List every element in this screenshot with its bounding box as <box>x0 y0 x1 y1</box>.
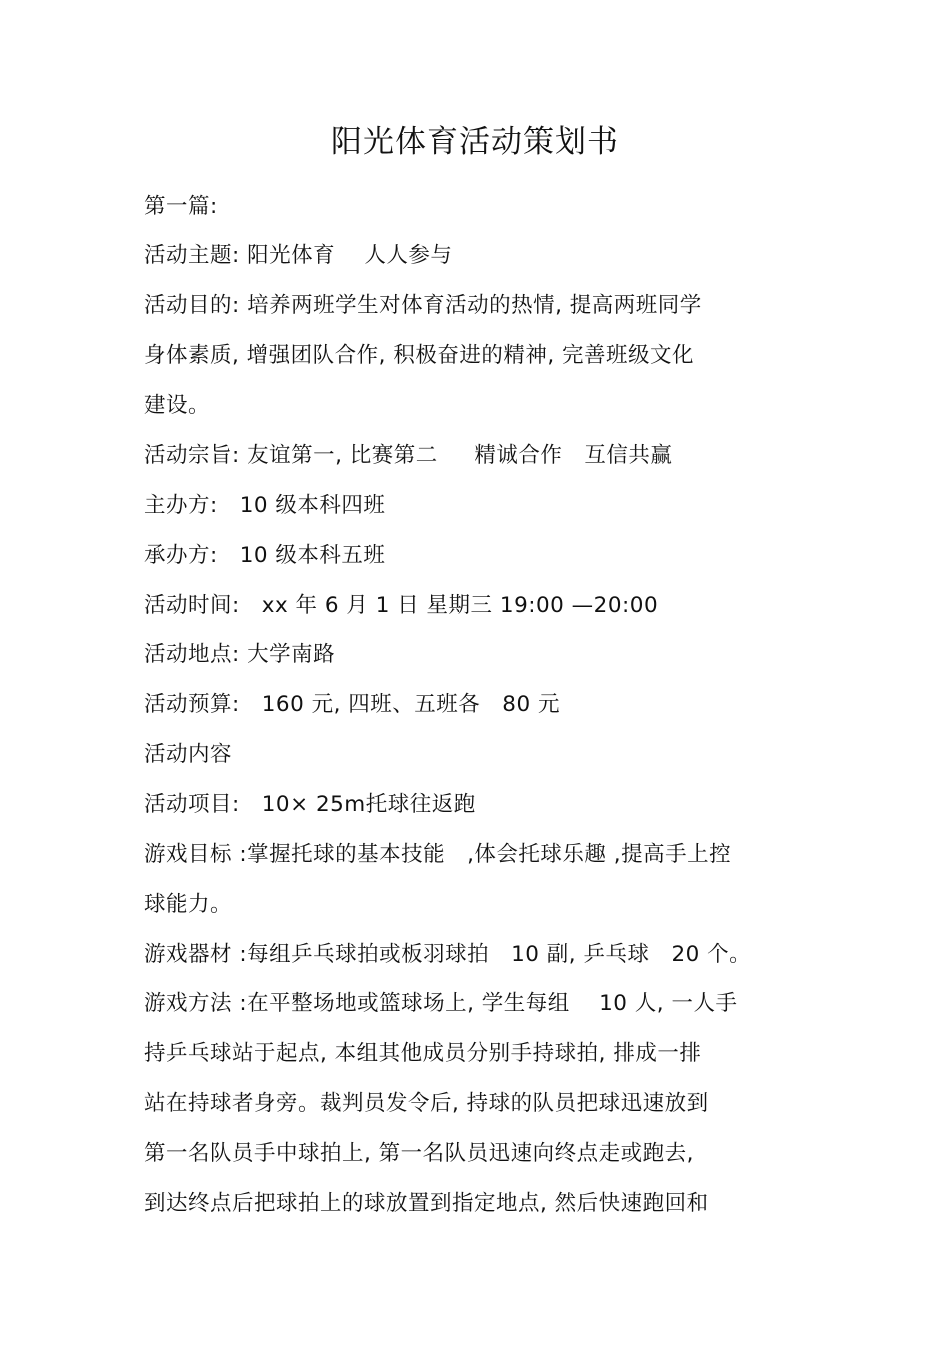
text-line: 活动时间: xx 年 6 月 1 日 星期三 19:00 —20:00 <box>144 593 659 618</box>
text-line: 球能力。 <box>144 892 233 917</box>
text-line: 第一篇: <box>144 194 218 219</box>
text-line: 到达终点后把球拍上的球放置到指定地点, 然后快速跑回和 <box>144 1191 709 1216</box>
text-line: 活动项目: 10× 25m托球往返跑 <box>144 792 476 817</box>
text-line: 承办方: 10 级本科五班 <box>144 543 386 568</box>
text-line: 站在持球者身旁。裁判员发令后, 持球的队员把球迅速放到 <box>144 1091 709 1116</box>
text-line: 持乒乓球站于起点, 本组其他成员分别手持球拍, 排成一排 <box>144 1041 702 1066</box>
text-line: 活动目的: 培养两班学生对体育活动的热情, 提高两班同学 <box>144 293 702 318</box>
text-line: 游戏方法 :在平整场地或篮球场上, 学生每组 10 人, 一人手 <box>144 991 738 1016</box>
text-line: 活动地点: 大学南路 <box>144 642 336 667</box>
text-line: 活动预算: 160 元, 四班、五班各 80 元 <box>144 692 560 717</box>
text-line: 建设。 <box>144 393 211 418</box>
text-line: 活动主题: 阳光体育 人人参与 <box>144 243 453 268</box>
text-line: 主办方: 10 级本科四班 <box>144 493 386 518</box>
text-line: 游戏目标 :掌握托球的基本技能 ,体会托球乐趣 ,提高手上控 <box>144 842 732 867</box>
text-line: 身体素质, 增强团队合作, 积极奋进的精神, 完善班级文化 <box>144 343 695 368</box>
text-line: 活动内容 <box>144 742 233 767</box>
text-line: 活动宗旨: 友谊第一, 比赛第二 精诚合作 互信共赢 <box>144 443 673 468</box>
text-line: 游戏器材 :每组乒乓球拍或板羽球拍 10 副, 乒乓球 20 个。 <box>144 942 752 967</box>
text-line: 第一名队员手中球拍上, 第一名队员迅速向终点走或跑去, <box>144 1141 695 1166</box>
document-title: 阳光体育活动策划书 <box>331 124 619 160</box>
